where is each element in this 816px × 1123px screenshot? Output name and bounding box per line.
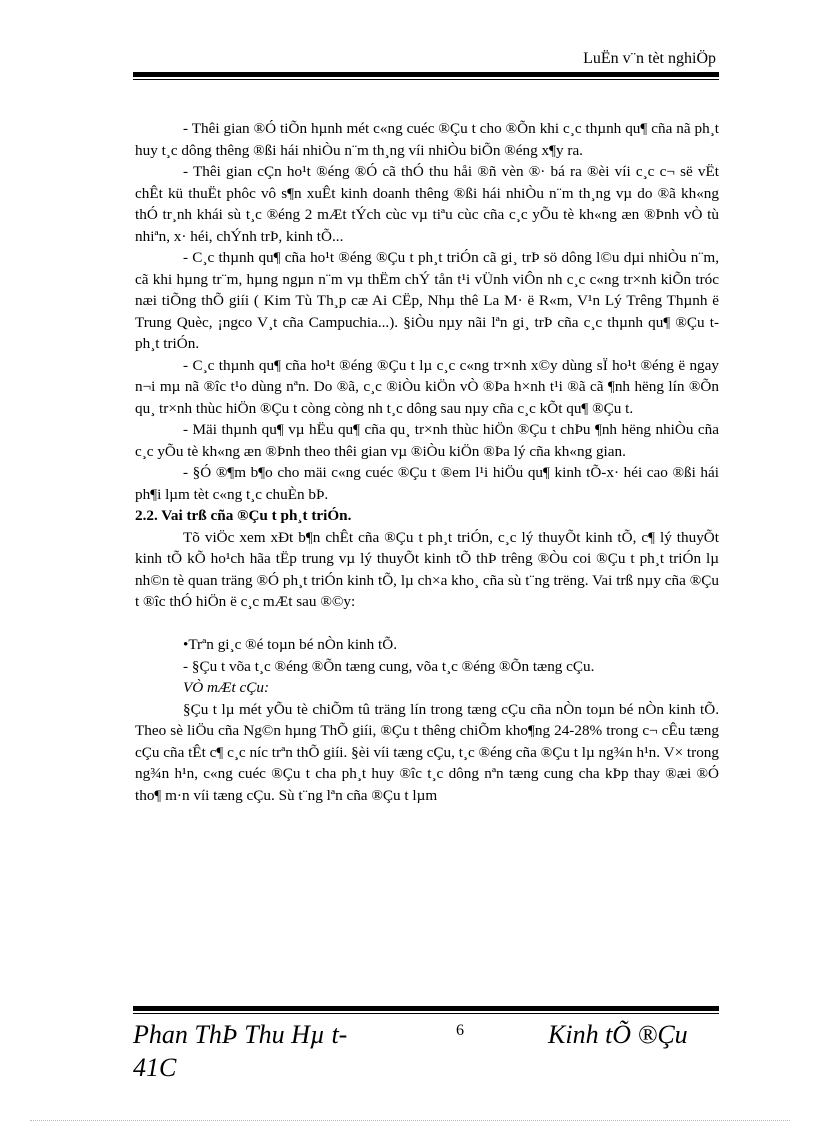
body-paragraph-2: - Thêi gian cÇn ho¹t ®éng ®Ó cã thÓ thu håi ®ñ vèn ®· bá ra ®èi víi c¸c c¬ së vËt chÊt kü thuËt phôc vô s¶n xuÊt kinh doanh thêng ®ßi hái nhiÒu n¨m th¸ng vµ do ®ã kh«ng thÓ tr¸nh khái sù t¸c ®éng 2 mÆt tÝch cùc vµ tiªu cùc cña c¸c yÕu tè kh«ng æn ®Þnh vÒ tù nhiªn, x· héi, chÝnh trÞ, kinh tÕ...	[135, 163, 719, 245]
body-paragraph-4: - C¸c thµnh qu¶ cña ho¹t ®éng ®Çu t lµ c¸c c«ng tr×nh x©y dùng sÏ ho¹t ®éng ë ngay n¬i mµ nã ®îc t¹o dùng nªn. Do ®ã, c¸c ®iÒu kiÖn vÒ ®Þa h×nh t¹i ®ã cã ¶nh hëng lín ®Õn qu¸ tr×nh thùc hiÖn ®Çu t còng còng nh t¸c dông sau nµy cña c¸c kÕt qu¶ ®Çu t.	[135, 356, 719, 417]
sub-item: - §Çu t võa t¸c ®éng ®Õn tæng cung, võa t¸c ®éng ®Õn tæng cÇu.	[183, 657, 595, 675]
footer-rule-thin	[133, 1013, 719, 1014]
section-paragraph: Tõ viÖc xem xÐt b¶n chÊt cña ®Çu t ph¸t triÓn, c¸c lý thuyÕt kinh tÕ, c¶ lý thuyÕt kinh tÕ kÕ ho¹ch hãa tËp trung vµ lý thuyÕt kinh tÕ thÞ trêng ®Òu coi ®Çu t ph¸t triÓn lµ nh©n tè quan träng ®Ó ph¸t triÓn kinh tÕ, lµ ch×a kho¸ cña sù t¨ng trëng. Vai trß nµy cña ®Çu t ®îc thÓ hiÖn ë c¸c mÆt sau ®©y:	[135, 528, 719, 610]
body-paragraph-5: - Mäi thµnh qu¶ vµ hËu qu¶ cña qu¸ tr×nh thùc hiÖn ®Çu t chÞu ¶nh hëng nhiÒu cña c¸c yÕu tè kh«ng æn ®Þnh theo thêi gian vµ ®iÒu kiÖn ®Þa lý cña kh«ng gian.	[135, 421, 719, 460]
blank-line	[135, 613, 719, 635]
sub-heading: VÒ mÆt cÇu:	[183, 679, 270, 696]
body-paragraph-6: - §Ó ®¶m b¶o cho mäi c«ng cuéc ®Çu t ®em l¹i hiÖu qu¶ kinh tÕ-x· héi cao ®ßi hái ph¶i lµm tèt c«ng t¸c chuÈn bÞ.	[135, 464, 719, 503]
page-number: 6	[456, 1022, 464, 1039]
header-rule-thin	[133, 79, 719, 80]
footer-right-title: Kinh tÕ ®Çu	[548, 1020, 688, 1049]
bullet-item: •Trªn gi¸c ®é toµn bé nÒn kinh tÕ.	[183, 636, 398, 653]
footer-author: Phan ThÞ Thu Hµ t-41C	[133, 1020, 348, 1082]
footer-rule-thick	[133, 1006, 719, 1011]
header-title: LuËn v¨n tèt nghiÖp	[583, 50, 716, 67]
page-body	[135, 118, 719, 806]
final-paragraph: §Çu t lµ mét yÕu tè chiÕm tû träng lín trong tæng cÇu cña nÒn toµn bé nÒn kinh tÕ. Theo sè liÖu cña Ng©n hµng ThÕ giíi, ®Çu t thêng chiÕm kho¶ng 24-28% trong c¬ cÊu tæng cÇu cña tÊt c¶ c¸c níc trªn thÕ giíi. §èi víi tæng cÇu, t¸c ®éng cña ®Çu t lµ ng¾n h¹n. V× trong ng¾n h¹n, c«ng cuéc ®Çu t cha ph¸t huy ®îc t¸c dông nªn tæng cung cha kÞp thay ®æi ®Ó tho¶ m·n víi tæng cÇu. Sù t¨ng lªn cña ®Çu t lµm	[135, 700, 719, 804]
body-paragraph-3: - C¸c thµnh qu¶ cña ho¹t ®éng ®Çu t ph¸t triÓn cã gi¸ trÞ sö dông l©u dµi nhiÒu n¨m, cã khi hµng tr¨m, hµng ngµn n¨m vµ thËm chÝ tån t¹i vÜnh viÔn nh c¸c c«ng tr×nh kiÕn tróc næi tiÕng thÕ giíi ( Kim Tù Th¸p cæ Ai CËp, Nhµ thê La M· ë R«m, V¹n Lý Trêng Thµnh ë Trung Quèc, ¡ngco V¸t cña Campuchia...). §iÒu nµy nãi lªn gi¸ trÞ cña c¸c thµnh qu¶ ®Çu t ph¸t triÓn.	[135, 249, 719, 352]
header-rule-thick	[133, 72, 719, 77]
page-bottom-divider	[30, 1120, 790, 1121]
body-paragraph-1: - Thêi gian ®Ó tiÕn hµnh mét c«ng cuéc ®Çu t cho ®Õn khi c¸c thµnh qu¶ cña nã ph¸t huy t¸c dông thêng ®ßi hái nhiÒu n¨m th¸ng víi nhiÒu biÕn ®éng x¶y ra.	[135, 120, 719, 159]
section-heading: 2.2. Vai trß cña ®Çu t ph¸t triÓn.	[135, 507, 352, 524]
